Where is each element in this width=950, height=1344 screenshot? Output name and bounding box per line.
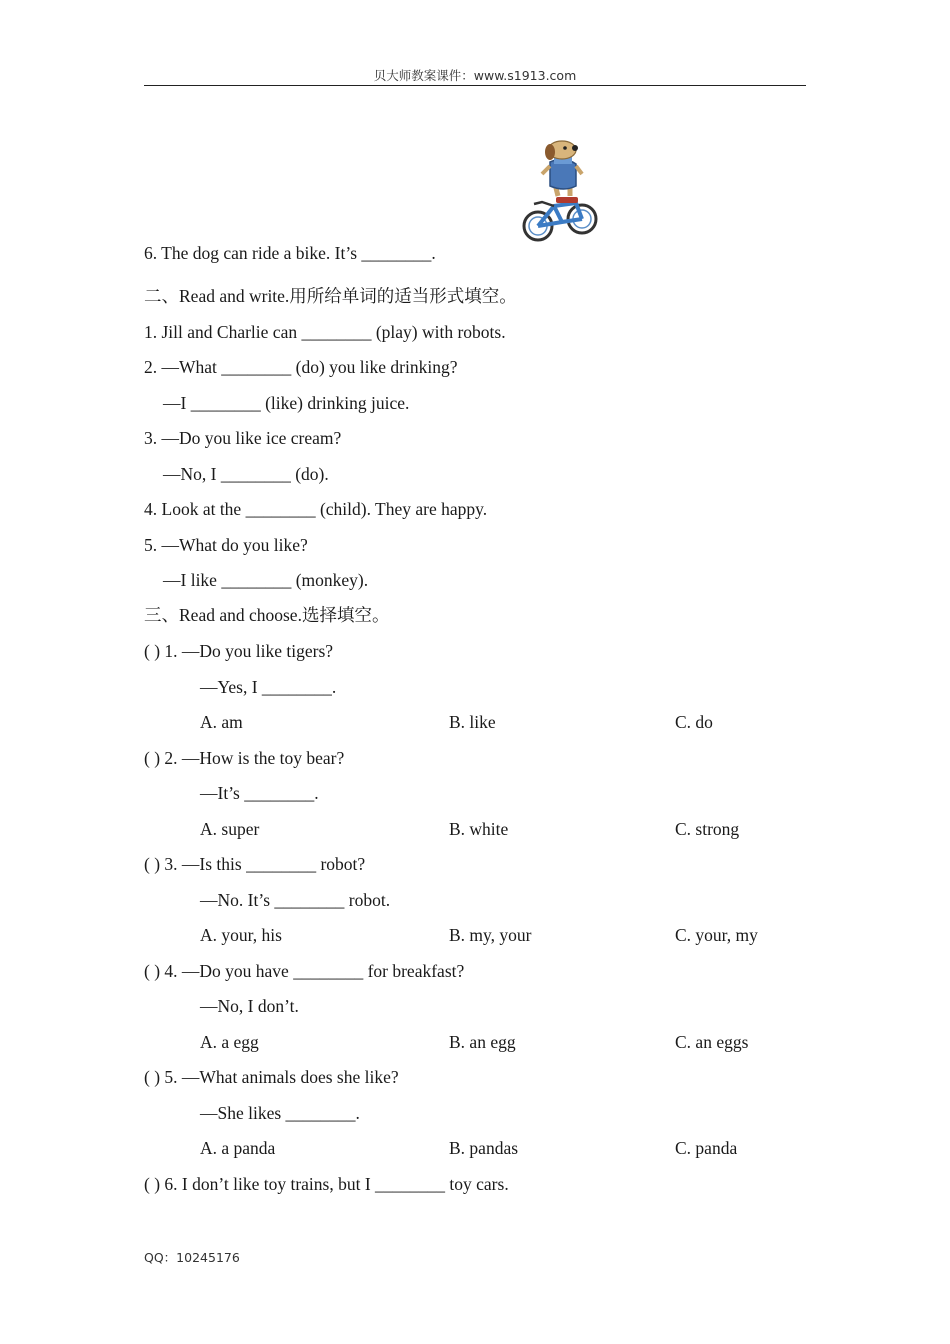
fill-item: 5. —What do you like? (144, 535, 308, 555)
option-c: C. an eggs (675, 1032, 749, 1052)
dog-riding-bike-icon (520, 140, 600, 246)
option-a: A. am (200, 712, 243, 732)
option-c: C. do (675, 712, 713, 732)
header-divider (144, 85, 806, 86)
option-b: B. an egg (449, 1032, 516, 1052)
page-footer: QQ：10245176 (144, 1250, 240, 1265)
choice-question: ( ) 6. I don’t like toy trains, but I ________ toy cars. (144, 1174, 509, 1194)
option-b: B. my, your (449, 925, 532, 945)
choice-question: ( ) 2. —How is the toy bear? (144, 748, 345, 768)
choice-question: ( ) 5. —What animals does she like? (144, 1067, 399, 1087)
fill-item: 2. —What ________ (do) you like drinking? (144, 357, 458, 377)
option-b: B. pandas (449, 1138, 519, 1158)
choice-question: ( ) 1. —Do you like tigers? (144, 641, 334, 661)
fill-item-answer: —I ________ (like) drinking juice. (163, 393, 410, 413)
choice-question: ( ) 3. —Is this ________ robot? (144, 854, 366, 874)
choice-answer: —She likes ________. (200, 1103, 360, 1123)
option-c: C. panda (675, 1138, 738, 1158)
option-a: A. a panda (200, 1138, 276, 1158)
choice-answer: —No, I don’t. (200, 996, 299, 1016)
option-b: B. like (449, 712, 496, 732)
option-a: A. super (200, 819, 260, 839)
option-b: B. white (449, 819, 509, 839)
fill-item: 1. Jill and Charlie can ________ (play) with robots. (144, 322, 506, 342)
fill-item-answer: —No, I ________ (do). (163, 464, 329, 484)
option-a: A. a egg (200, 1032, 259, 1052)
choice-answer: —Yes, I ________. (200, 677, 337, 697)
fill-item: 4. Look at the ________ (child). They are happy. (144, 499, 488, 519)
option-c: C. your, my (675, 925, 758, 945)
fill-item-answer: —I like ________ (monkey). (163, 570, 369, 590)
choice-answer: —It’s ________. (200, 783, 319, 803)
fill-item: 3. —Do you like ice cream? (144, 428, 342, 448)
choice-question: ( ) 4. —Do you have ________ for breakfast? (144, 961, 465, 981)
option-a: A. your, his (200, 925, 282, 945)
page-header: 贝大师教案课件：www.s1913.com (373, 68, 577, 83)
question-item-6: 6. The dog can ride a bike. It’s ________. (144, 243, 436, 263)
section-2-title: 二、Read and write.用所给单词的适当形式填空。 (144, 286, 517, 306)
section-3-title: 三、Read and choose.选择填空。 (144, 605, 390, 625)
choice-answer: —No. It’s ________ robot. (200, 890, 391, 910)
option-c: C. strong (675, 819, 740, 839)
